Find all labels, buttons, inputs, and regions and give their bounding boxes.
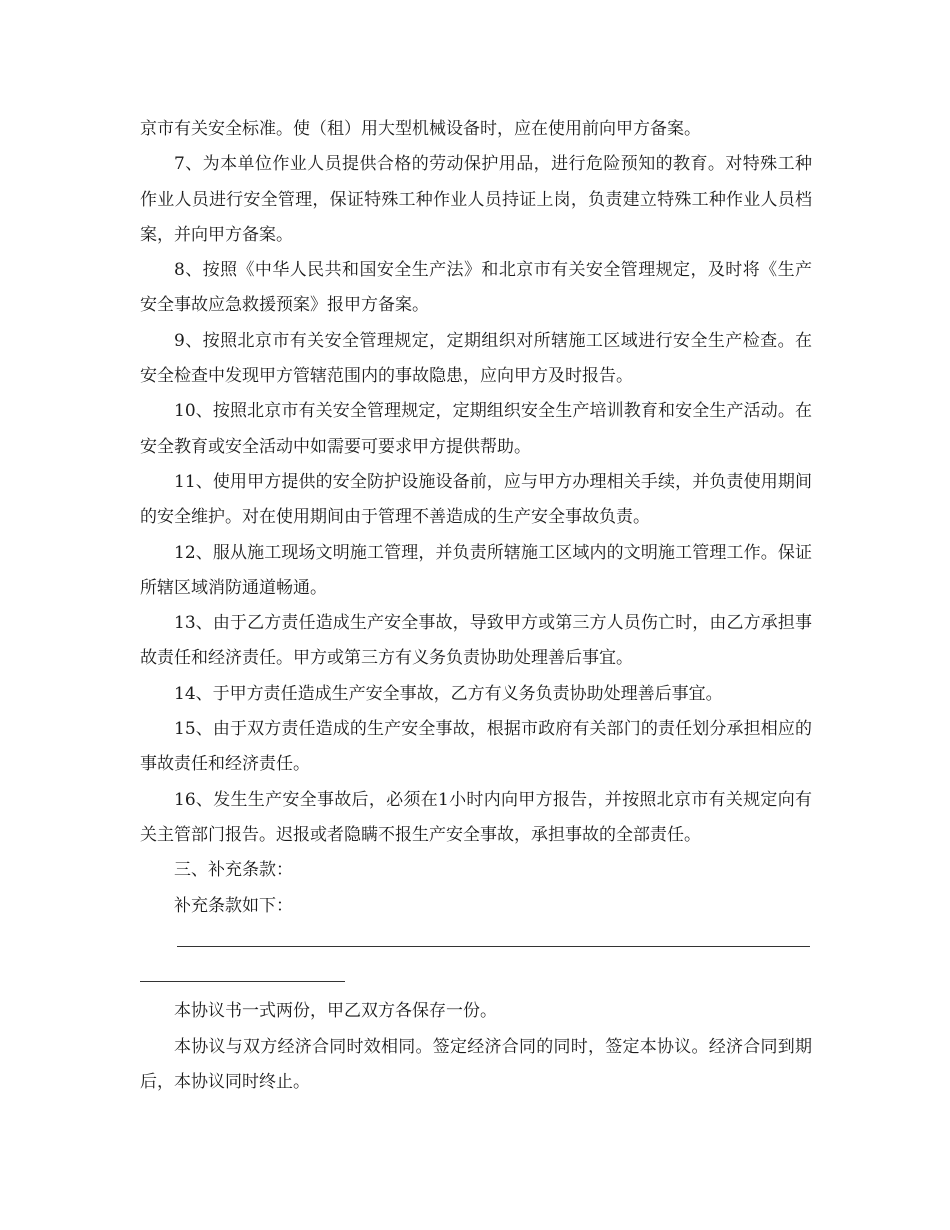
clause-paragraph: 15、由于双方责任造成的生产安全事故，根据市政府有关部门的责任划分承担相应的事故责任和经济责任。 — [140, 719, 812, 775]
clause-paragraph: 14、于甲方责任造成生产安全事故，乙方有义务负责协助处理善后事宜。 — [174, 683, 723, 704]
clause-paragraph: 12、服从施工现场文明施工管理，并负责所辖施工区域内的文明施工管理工作。保证所辖区域消防通道畅通。 — [140, 542, 812, 598]
clause-paragraph: 13、由于乙方责任造成生产安全事故，导致甲方或第三方人员伤亡时，由乙方承担事故责任和经济责任。甲方或第三方有义务负责协助处理善后事宜。 — [140, 613, 812, 669]
fill-in-underline — [140, 981, 345, 982]
closing-paragraph: 本协议与双方经济合同时效相同。签定经济合同的同时，签定本协议。经济合同到期后，本协议同时终止。 — [140, 1036, 812, 1093]
clause-paragraph: 补充条款如下： — [174, 895, 293, 916]
clause-paragraph: 11、使用甲方提供的安全防护设施设备前，应与甲方办理相关手续，并负责使用期间的安全维护。对在使用期间由于管理不善造成的生产安全事故负责。 — [140, 471, 812, 528]
document-body — [140, 112, 812, 1100]
clause-paragraph: 9、按照北京市有关安全管理规定，定期组织对所辖施工区域进行安全生产检查。在安全检查中发现甲方管辖范围内的事故隐患，应向甲方及时报告。 — [140, 330, 812, 387]
clause-list — [140, 112, 812, 924]
fill-in-underline — [177, 946, 810, 947]
closing-clauses — [140, 994, 812, 1100]
clause-paragraph: 京市有关安全标准。使（租）用大型机械设备时，应在使用前向甲方备案。 — [140, 119, 701, 139]
closing-paragraph: 本协议书一式两份，甲乙双方各保存一份。 — [174, 1001, 497, 1022]
clause-paragraph: 三、补充条款： — [174, 860, 293, 881]
supplementary-blank-line-1 — [140, 924, 812, 959]
clause-paragraph: 10、按照北京市有关安全管理规定，定期组织安全生产培训教育和安全生产活动。在安全教育或安全活动中如需要可要求甲方提供帮助。 — [140, 401, 812, 457]
supplementary-blank-line-2 — [140, 959, 812, 994]
clause-paragraph: 7、为本单位作业人员提供合格的劳动保护用品，进行危险预知的教育。对特殊工种作业人员进行安全管理，保证特殊工种作业人员持证上岗，负责建立特殊工种作业人员档案，并向甲方备案。 — [140, 154, 812, 245]
clause-paragraph: 8、按照《中华人民共和国安全生产法》和北京市有关安全管理规定，及时将《生产安全事故应急救援预案》报甲方备案。 — [140, 260, 812, 316]
clause-paragraph: 16、发生生产安全事故后，必须在1小时内向甲方报告，并按照北京市有关规定向有关主管部门报告。迟报或者隐瞒不报生产安全事故，承担事故的全部责任。 — [140, 789, 812, 845]
